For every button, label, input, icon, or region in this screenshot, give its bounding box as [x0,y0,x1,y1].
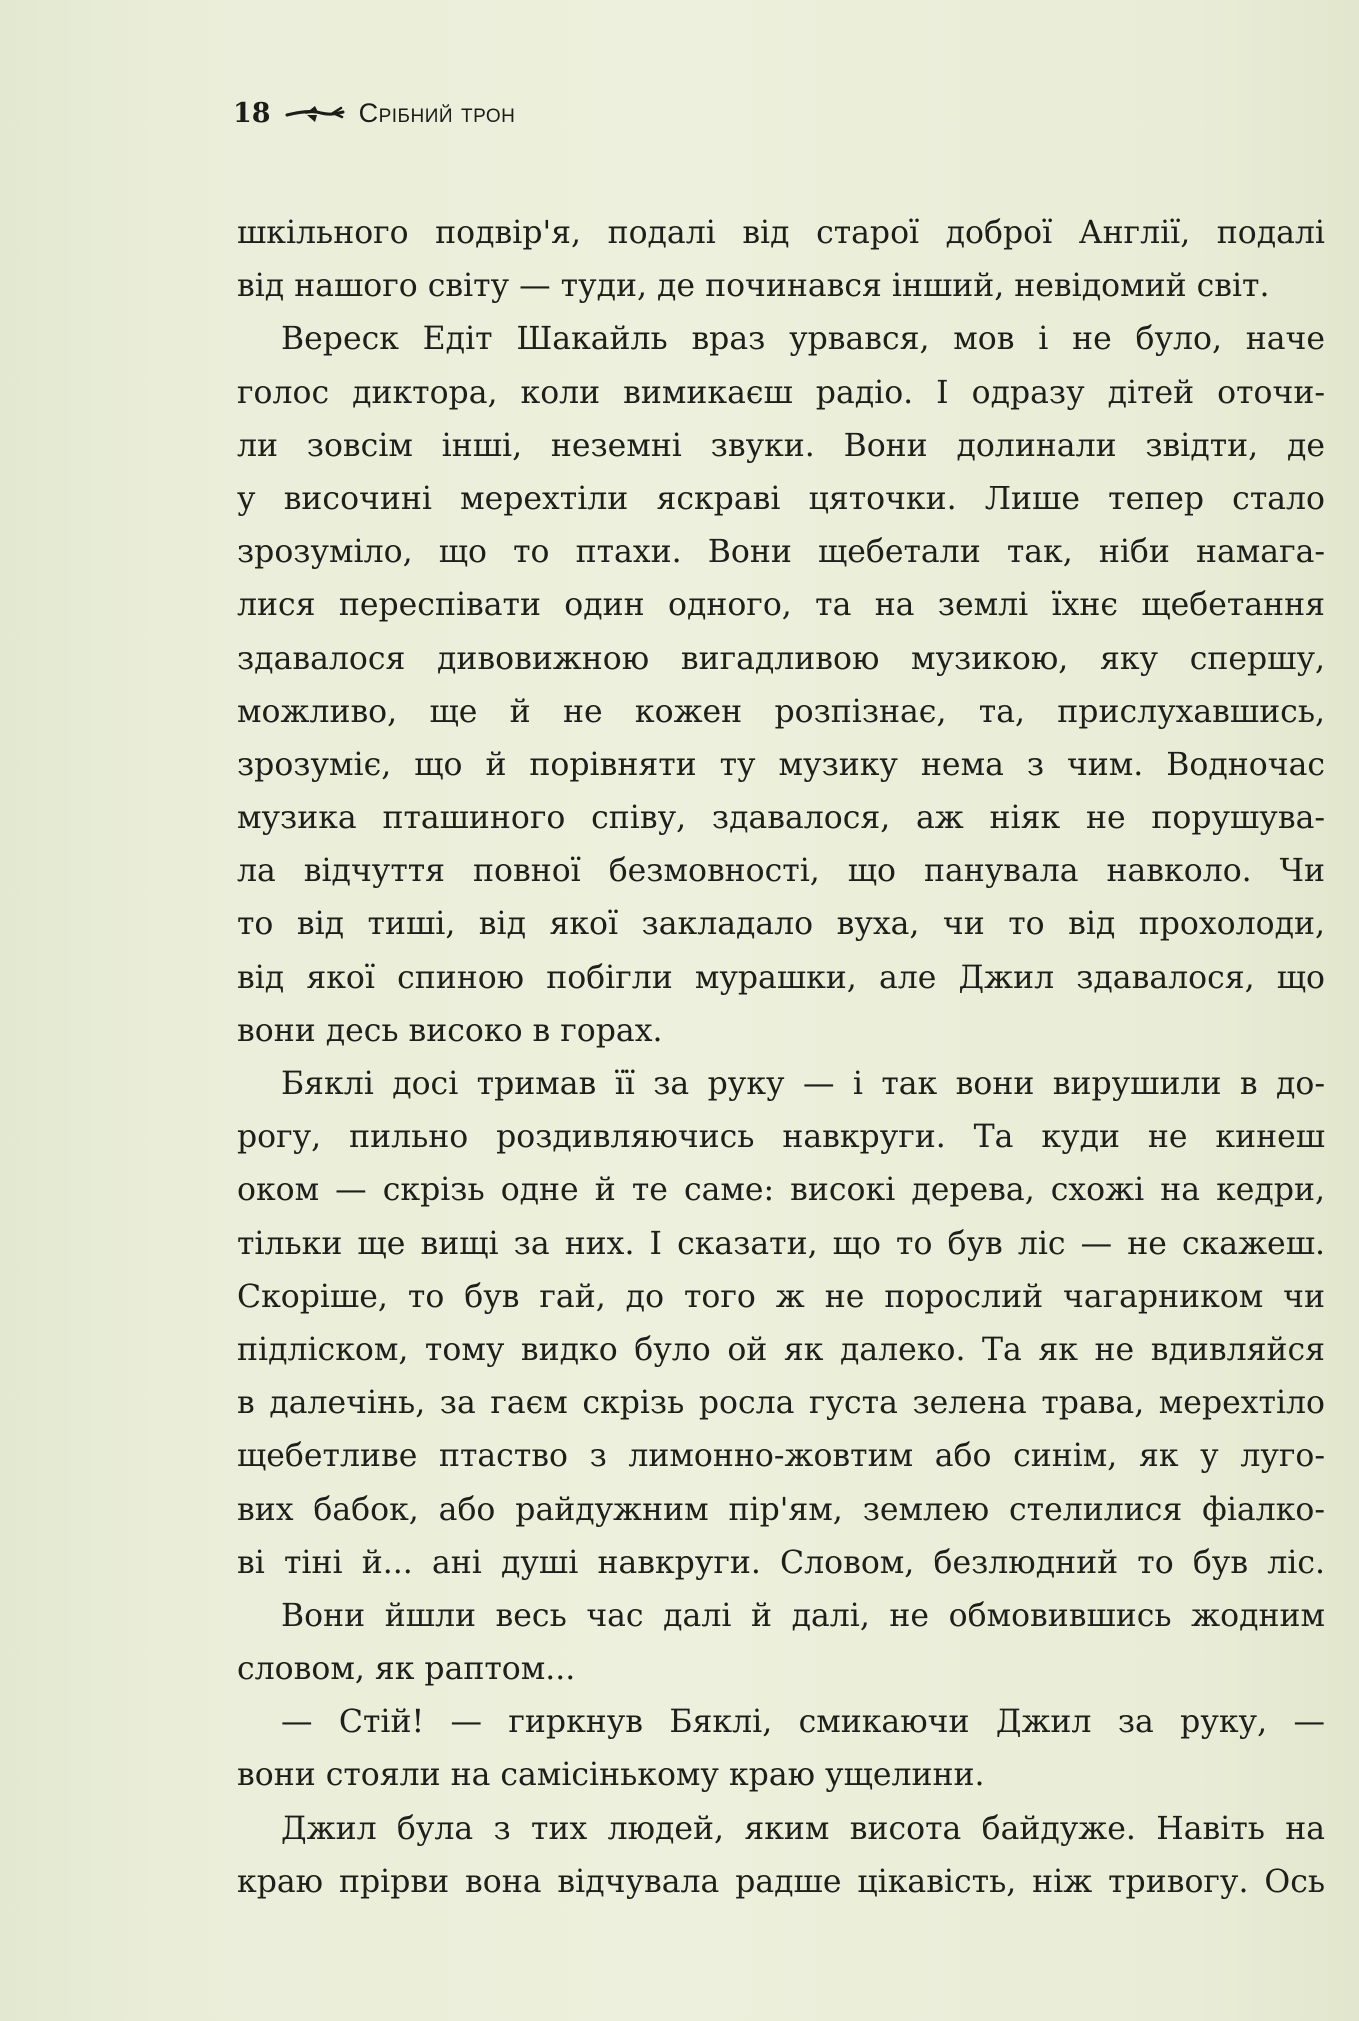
text-line: голос диктора, коли вимикаєш радіо. І одразу дітей оточи- [237,374,1325,411]
paragraph-3 [237,1058,1325,1590]
text-line: ли зовсім інші, неземні звуки. Вони долинали звідти, де [237,427,1325,464]
page-number: 18 [233,98,271,129]
text-line: Вереск Едіт Шакайль враз урвався, мов і не було, наче [281,321,1325,358]
text-line: від нашого світу — туди, де починався інший, невідомий світ. [237,268,1270,305]
text-line: оком — скрізь одне й те саме: високі дерева, схожі на кедри, [237,1172,1325,1209]
text-line: підліском, тому видко було ой як далеко. Та як не вдивляйся [237,1331,1325,1368]
body-text [237,207,1325,1909]
text-line: то від тиші, від якої закладало вуха, чи то від прохолоди, [237,906,1325,943]
text-line: словом, як раптом... [237,1651,576,1688]
book-title: Срібний трон [358,98,516,128]
text-line: від якої спиною побігли мурашки, але Джил здавалося, що [237,959,1325,996]
text-line: Вони йшли весь час далі й далі, не обмовившись жодним [281,1597,1325,1634]
text-line: тільки ще вищі за них. І сказати, що то був ліс — не скажеш. [237,1225,1325,1262]
paragraph-5 [237,1696,1325,1802]
text-line: в далечінь, за гаєм скрізь росла густа зелена трава, мерехтіло [237,1385,1325,1422]
text-line: ві тіні й... ані душі навкруги. Словом, безлюдний то був ліс. [237,1544,1325,1581]
arrow-ornament-icon [285,103,345,125]
running-head [233,98,515,129]
text-line: вони стояли на самісінькому краю ущелини. [237,1757,985,1794]
paragraph-2 [237,313,1325,1058]
paragraph-1 [237,207,1325,313]
text-line: щебетливе птаство з лимонно-жовтим або синім, як у луго- [237,1438,1325,1475]
text-line: у височині мерехтіли яскраві цяточки. Лише тепер стало [237,480,1325,517]
text-line: шкільного подвір'я, подалі від старої доброї Англії, подалі [237,215,1325,251]
text-line: здавалося дивовижною вигадливою музикою, яку спершу, [237,640,1325,677]
paragraph-4 [237,1590,1325,1696]
text-line: вони десь високо в горах. [237,1012,663,1049]
text-line: зрозуміє, що й порівняти ту музику нема з чим. Водночас [237,746,1325,783]
text-line: можливо, ще й не кожен розпізнає, та, прислухавшись, [237,693,1325,730]
text-line: музика пташиного співу, здавалося, аж ніяк не порушува- [237,800,1325,837]
text-line: Скоріше, то був гай, до того ж не порослий чагарником чи [237,1278,1325,1315]
text-line: краю прірви вона відчувала радше цікавість, ніж тривогу. Ось [237,1863,1325,1900]
paragraph-6 [237,1803,1325,1909]
text-line: рогу, пильно роздивляючись навкруги. Та куди не кинеш [237,1119,1325,1156]
text-line: лися переспівати один одного, та на землі їхнє щебетання [237,587,1325,624]
text-line: Джил була з тих людей, яким висота байдуже. Навіть на [281,1810,1325,1847]
text-line: Бяклі досі тримав її за руку — і так вони вирушили в до- [281,1066,1325,1102]
text-line: ла відчуття повної безмовності, що панувала навколо. Чи [237,853,1325,890]
text-line: — Стій! — гиркнув Бяклі, смикаючи Джил за руку, — [281,1704,1325,1741]
text-line: зрозуміло, що то птахи. Вони щебетали так, ніби намага- [237,534,1325,571]
text-line: вих бабок, або райдужним пір'ям, землею стелилися фіалко- [237,1491,1325,1528]
